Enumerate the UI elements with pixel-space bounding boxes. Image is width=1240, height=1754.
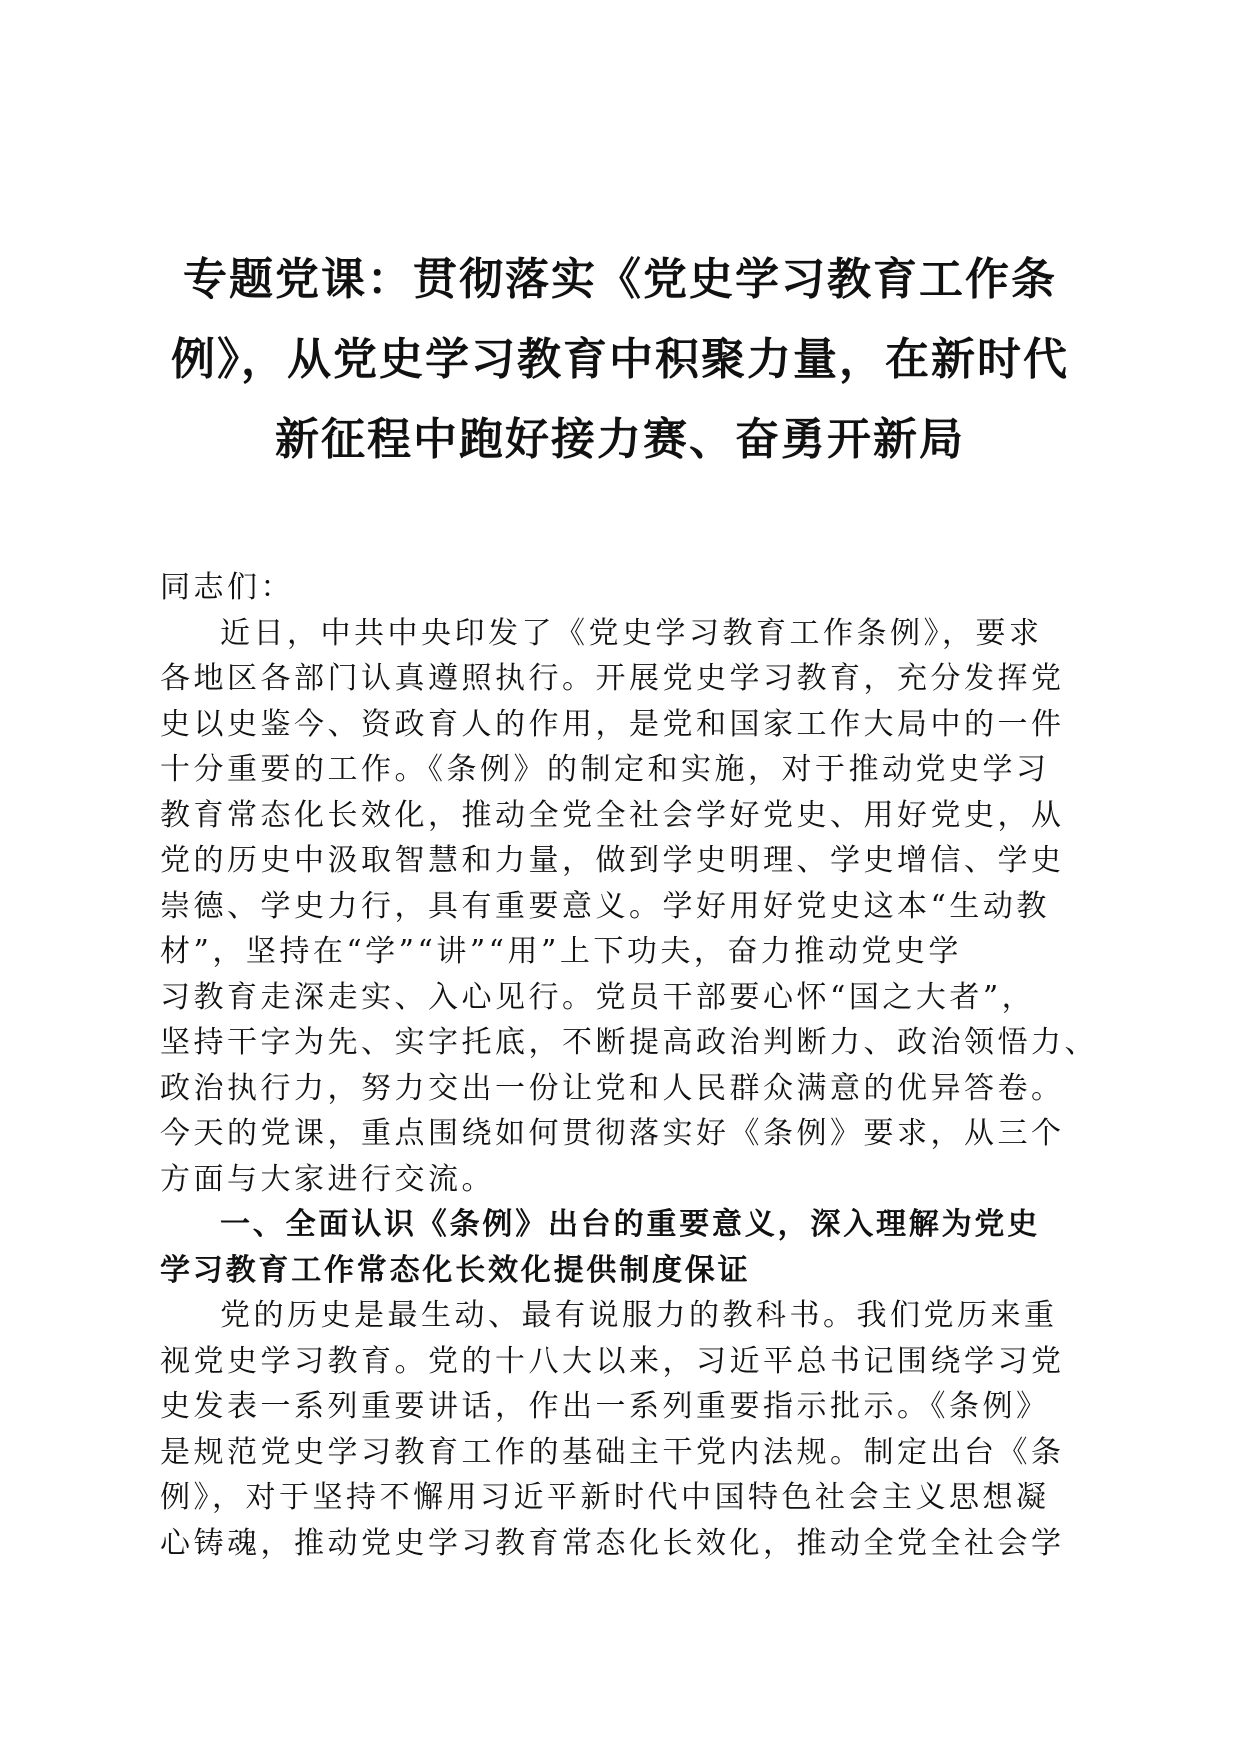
paragraph-line: 心铸魂，推动党史学习教育常态化长效化，推动全党全社会学: [160, 1525, 1065, 1561]
document-body: [160, 565, 1098, 1566]
paragraph-line: 方面与大家进行交流。: [160, 1161, 495, 1197]
paragraph-line: 例》，对于坚持不懈用习近平新时代中国特色社会主义思想凝: [160, 1480, 1050, 1515]
paragraph-line: 各地区各部门认真遵照执行。开展党史学习教育，充分发挥党: [160, 661, 1065, 696]
paragraph-line: 十分重要的工作。《条例》的制定和实施，对于推动党史学习: [160, 752, 1050, 787]
paragraph-line: 今天的党课，重点围绕如何贯彻落实好《条例》要求，从三个: [160, 1116, 1065, 1151]
paragraph-line: 是规范党史学习教育工作的基础主干党内法规。制定出台《条: [160, 1434, 1065, 1470]
document-title: [150, 240, 1090, 480]
salutation: 同志们：: [160, 570, 294, 605]
paragraph-line: 材”，坚持在“学”“讲”“用”上下功夫，奋力推动党史学: [160, 934, 962, 969]
paragraph-line: 视党史学习教育。党的十八大以来，习近平总书记围绕学习党: [160, 1343, 1065, 1379]
title-line: 专题党课：贯彻落实《党史学习教育工作条: [183, 254, 1057, 305]
section-heading-1: [160, 1202, 1080, 1293]
paragraph-section-1: [160, 1293, 1080, 1566]
paragraph-line: 史以史鉴今、资政育人的作用，是党和国家工作大局中的一件: [160, 706, 1065, 742]
title-line: 例》，从党史学习教育中积聚力量，在新时代: [171, 334, 1069, 385]
heading-line: 一、全面认识《条例》出台的重要意义，深入理解为党史: [220, 1207, 1040, 1242]
paragraph-line: 习教育走深走实、入心见行。党员干部要心怀“国之大者”，: [160, 979, 1036, 1015]
paragraph-line: 政治执行力，努力交出一份让党和人民群众满意的优异答卷。: [160, 1070, 1065, 1106]
paragraph-line: 坚持干字为先、实字托底，不断提高政治判断力、政治领悟力、: [160, 1025, 1098, 1060]
paragraph-intro: [160, 611, 1098, 1203]
paragraph-line: 史发表一系列重要讲话，作出一系列重要指示批示。《条例》: [160, 1389, 1050, 1424]
title-line: 新征程中跑好接力赛、奋勇开新局: [275, 414, 965, 465]
paragraph-line: 教育常态化长效化，推动全党全社会学好党史、用好党史，从: [160, 797, 1065, 833]
heading-line: 学习教育工作常态化长效化提供制度保证: [160, 1252, 751, 1288]
paragraph-line: 崇德、学史力行，具有重要意义。学好用好党史这本“生动教: [160, 888, 1050, 924]
paragraph-line: 党的历史中汲取智慧和力量，做到学史明理、学史增信、学史: [160, 843, 1065, 878]
paragraph-line: 近日，中共中央印发了《党史学习教育工作条例》，要求: [220, 615, 1043, 651]
paragraph-line: 党的历史是最生动、最有说服力的教科书。我们党历来重: [220, 1298, 1058, 1333]
